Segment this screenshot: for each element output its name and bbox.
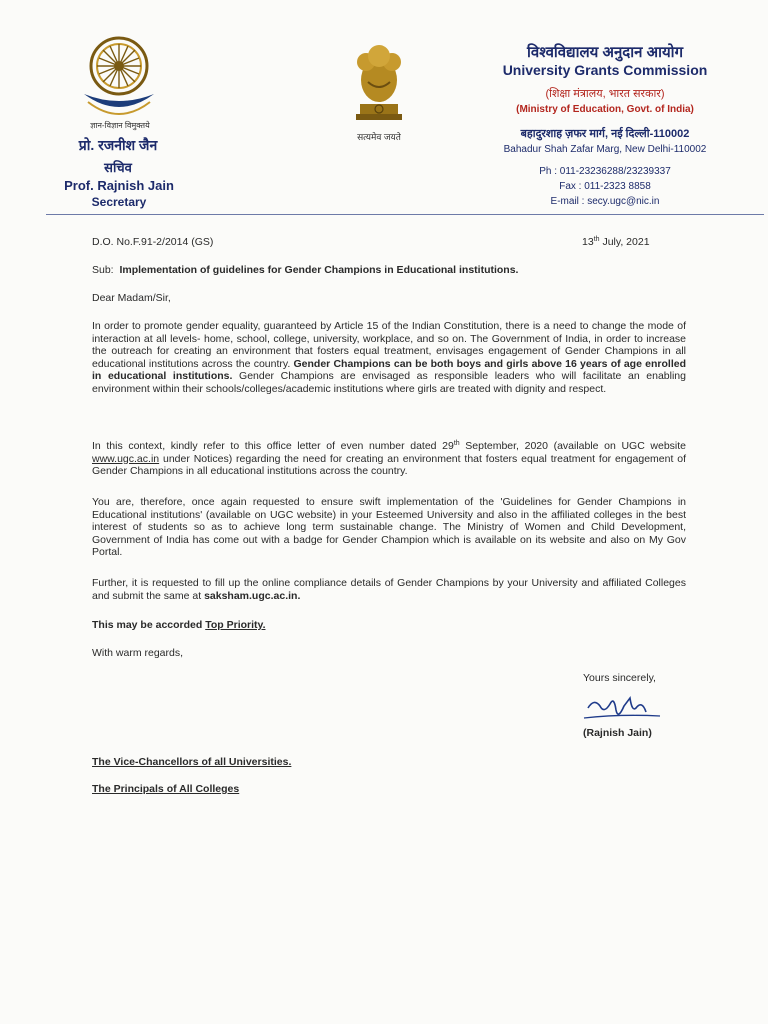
- address-hindi: बहादुरशाह ज़फर मार्ग, नई दिल्ली-110002: [520, 128, 690, 140]
- subject-text: Implementation of guidelines for Gender Champions in Educational institutions.: [119, 264, 519, 276]
- secretary-title: Secretary: [91, 195, 147, 209]
- address: Bahadur Shah Zafar Marg, New Delhi-110002: [503, 144, 707, 155]
- subject-label: Sub:: [92, 264, 114, 276]
- yours-sincerely: Yours sincerely,: [583, 672, 656, 684]
- addressee-principals: The Principals of All Colleges: [92, 783, 240, 795]
- secretary-name-hindi: प्रो. रजनीश जैन: [78, 137, 158, 153]
- org-name-hindi: विश्वविद्यालय अनुदान आयोग: [526, 44, 684, 61]
- ugc-logo: [78, 36, 160, 122]
- fax: Fax : 011-2323 8858: [559, 181, 651, 192]
- header-divider: [46, 214, 764, 215]
- secretary-title-hindi: सचिव: [104, 160, 132, 175]
- salutation: Dear Madam/Sir,: [92, 292, 171, 304]
- paragraph-2: In this context, kindly refer to this office letter of even number dated 29th September, 2020 (available on UGC website www.ugc.ac.in under Notices) regarding the need for creating an environment that fosters equal treatment for engagement of Gender Champions in all educational institutions across the country.: [92, 440, 686, 477]
- paragraph-1: In order to promote gender equality, guaranteed by Article 15 of the Indian Constitution, there is a need to change the mode of interaction at all levels- home, school, college, university, workplace, and so on. The Government of India, in order to increase the outreach for creating an environment that fosters equal treatment, envisages engagement of Gender Champions in all educational institutions across the country. Gender Champions can be both boys and girls above 16 years of age enrolled in educational institutions. Gender Champions are envisaged as responsible leaders who will facilitate an enabling environment within their schools/colleges/academic institutions where girls are treated with dignity and respect.: [92, 320, 686, 395]
- signatory-name: (Rajnish Jain): [583, 727, 652, 739]
- closing-regards: With warm regards,: [92, 647, 184, 659]
- paragraph-4: Further, it is requested to fill up the online compliance details of Gender Champions by your University and affiliated Colleges and submit the same at saksham.ugc.ac.in.: [92, 577, 686, 602]
- secretary-name: Prof. Rajnish Jain: [64, 178, 174, 193]
- emblem-motto: सत्यमेव जयते: [357, 132, 401, 142]
- addressee-vice-chancellors: The Vice-Chancellors of all Universities.: [92, 756, 292, 768]
- paragraph-3: You are, therefore, once again requested to ensure swift implementation of the 'Guidelines for Gender Champions in Educational institutions' (available on UGC website) in your Esteemed University and also in the affiliated colleges in the best interest of students so as to achieve long term sustainable change. The Ministry of Women and Child Development, Government of India has come out with a badge for Gender Champion which is available on its website and also on My Gov Portal.: [92, 496, 686, 558]
- ministry-hindi: (शिक्षा मंत्रालय, भारत सरकार): [545, 88, 665, 100]
- contact-block: [470, 164, 740, 209]
- reference-number: D.O. No.F.91-2/2014 (GS): [92, 236, 214, 248]
- ministry: (Ministry of Education, Govt. of India): [516, 104, 694, 115]
- subject-line: [92, 264, 518, 277]
- national-emblem-icon: [346, 42, 412, 130]
- phone: Ph : 011-23236288/23239337: [539, 166, 671, 177]
- signature: [580, 690, 664, 726]
- email[interactable]: E-mail : secy.ugc@nic.in: [550, 196, 660, 207]
- priority-line: This may be accorded Top Priority.: [92, 619, 266, 631]
- org-name: University Grants Commission: [502, 62, 708, 78]
- ugc-website-link[interactable]: www.ugc.ac.in: [92, 452, 160, 465]
- ugc-motto: ज्ञान-विज्ञान विमुक्तये: [90, 121, 150, 130]
- saksham-link[interactable]: saksham.ugc.ac.in.: [204, 589, 301, 602]
- letter-date: 13th July, 2021: [582, 236, 650, 248]
